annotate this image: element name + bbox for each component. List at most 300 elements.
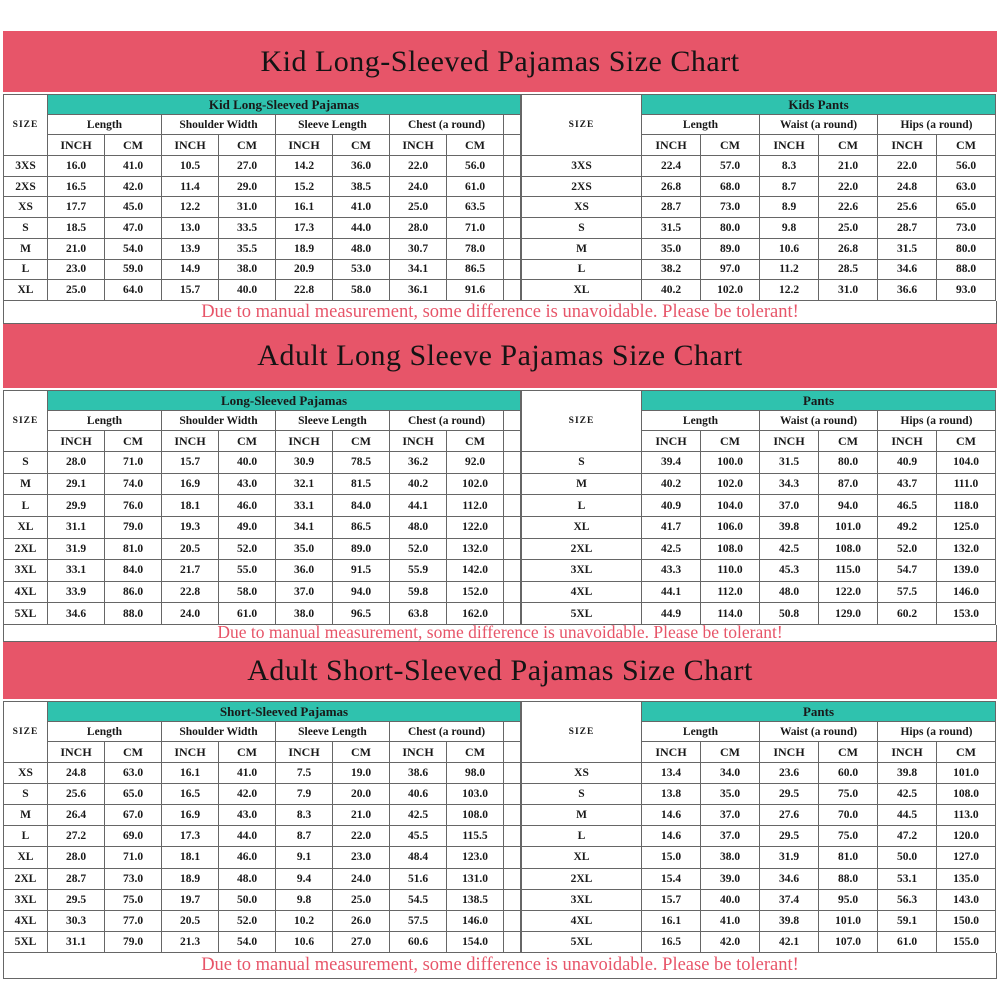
value-cell: 114.0 bbox=[701, 603, 760, 625]
value-cell: 29.9 bbox=[48, 495, 105, 517]
measure-header-row bbox=[4, 115, 521, 135]
value-cell: 87.0 bbox=[819, 473, 878, 495]
value-cell: 22.0 bbox=[333, 826, 390, 847]
value-cell: 112.0 bbox=[701, 581, 760, 603]
size-cell: S bbox=[522, 218, 642, 239]
filler-cell bbox=[504, 495, 521, 517]
size-row bbox=[522, 868, 996, 889]
value-cell: 112.0 bbox=[447, 495, 504, 517]
value-cell: 98.0 bbox=[447, 763, 504, 784]
value-cell: 48.0 bbox=[219, 868, 276, 889]
group-header-row bbox=[4, 95, 521, 115]
unit-header: INCH bbox=[162, 431, 219, 452]
value-cell: 25.0 bbox=[48, 280, 105, 301]
value-cell: 25.6 bbox=[878, 197, 937, 218]
value-cell: 10.6 bbox=[276, 931, 333, 952]
value-cell: 120.0 bbox=[937, 826, 996, 847]
value-cell: 21.7 bbox=[162, 560, 219, 582]
section-title-band bbox=[3, 324, 997, 388]
value-cell: 54.0 bbox=[105, 238, 162, 259]
value-cell: 44.1 bbox=[642, 581, 701, 603]
filler-cell bbox=[504, 889, 521, 910]
value-cell: 96.5 bbox=[333, 603, 390, 625]
value-cell: 71.0 bbox=[447, 218, 504, 239]
size-cell: M bbox=[522, 805, 642, 826]
size-row bbox=[522, 560, 996, 582]
value-cell: 49.2 bbox=[878, 516, 937, 538]
value-cell: 55.9 bbox=[390, 560, 447, 582]
value-cell: 10.6 bbox=[760, 238, 819, 259]
table-group-header: Pants bbox=[642, 391, 996, 411]
value-cell: 73.0 bbox=[701, 197, 760, 218]
value-cell: 46.0 bbox=[219, 495, 276, 517]
pants-size-table bbox=[521, 390, 996, 625]
measure-header: Waist (a round) bbox=[760, 722, 878, 742]
value-cell: 14.6 bbox=[642, 805, 701, 826]
value-cell: 36.6 bbox=[878, 280, 937, 301]
size-cell: L bbox=[522, 826, 642, 847]
filler-cell bbox=[504, 452, 521, 474]
value-cell: 81.0 bbox=[819, 847, 878, 868]
value-cell: 71.0 bbox=[105, 452, 162, 474]
size-row bbox=[522, 826, 996, 847]
value-cell: 65.0 bbox=[105, 784, 162, 805]
value-cell: 75.0 bbox=[819, 826, 878, 847]
value-cell: 26.8 bbox=[642, 176, 701, 197]
size-row bbox=[522, 931, 996, 952]
value-cell: 45.0 bbox=[105, 197, 162, 218]
value-cell: 24.8 bbox=[878, 176, 937, 197]
value-cell: 89.0 bbox=[701, 238, 760, 259]
value-cell: 29.1 bbox=[48, 473, 105, 495]
value-cell: 103.0 bbox=[447, 784, 504, 805]
filler-cell bbox=[504, 742, 521, 763]
value-cell: 102.0 bbox=[701, 473, 760, 495]
value-cell: 21.0 bbox=[48, 238, 105, 259]
value-cell: 101.0 bbox=[819, 516, 878, 538]
size-cell: 3XL bbox=[522, 560, 642, 582]
unit-header: CM bbox=[219, 742, 276, 763]
unit-header: INCH bbox=[642, 431, 701, 452]
size-row bbox=[522, 238, 996, 259]
value-cell: 23.0 bbox=[333, 847, 390, 868]
value-cell: 15.7 bbox=[642, 889, 701, 910]
value-cell: 36.0 bbox=[276, 560, 333, 582]
size-column-header: SIZE bbox=[522, 391, 642, 452]
value-cell: 9.8 bbox=[760, 218, 819, 239]
value-cell: 48.0 bbox=[390, 516, 447, 538]
value-cell: 7.5 bbox=[276, 763, 333, 784]
size-cell: M bbox=[4, 473, 48, 495]
value-cell: 59.0 bbox=[105, 259, 162, 280]
value-cell: 81.0 bbox=[105, 538, 162, 560]
size-tables-row bbox=[3, 94, 997, 301]
value-cell: 34.3 bbox=[760, 473, 819, 495]
unit-header: INCH bbox=[276, 135, 333, 156]
size-row bbox=[522, 176, 996, 197]
size-row bbox=[4, 473, 521, 495]
filler-cell bbox=[504, 516, 521, 538]
filler-cell bbox=[504, 411, 521, 431]
value-cell: 35.0 bbox=[701, 784, 760, 805]
value-cell: 37.0 bbox=[276, 581, 333, 603]
unit-header: CM bbox=[219, 431, 276, 452]
value-cell: 91.5 bbox=[333, 560, 390, 582]
unit-header: CM bbox=[819, 135, 878, 156]
size-row bbox=[4, 581, 521, 603]
size-cell: S bbox=[522, 452, 642, 474]
unit-header: CM bbox=[701, 431, 760, 452]
value-cell: 46.5 bbox=[878, 495, 937, 517]
unit-header: CM bbox=[219, 135, 276, 156]
value-cell: 29.0 bbox=[219, 176, 276, 197]
size-cell: XS bbox=[522, 763, 642, 784]
value-cell: 115.5 bbox=[447, 826, 504, 847]
value-cell: 15.4 bbox=[642, 868, 701, 889]
value-cell: 20.0 bbox=[333, 784, 390, 805]
value-cell: 9.8 bbox=[276, 889, 333, 910]
value-cell: 42.0 bbox=[701, 931, 760, 952]
unit-header: INCH bbox=[642, 135, 701, 156]
filler-cell bbox=[504, 826, 521, 847]
filler-cell bbox=[504, 560, 521, 582]
value-cell: 21.0 bbox=[333, 805, 390, 826]
size-row bbox=[4, 805, 521, 826]
value-cell: 122.0 bbox=[447, 516, 504, 538]
measure-header: Sleeve Length bbox=[276, 115, 390, 135]
filler-cell bbox=[504, 581, 521, 603]
group-header-row bbox=[4, 702, 521, 722]
value-cell: 70.0 bbox=[819, 805, 878, 826]
size-row bbox=[522, 805, 996, 826]
value-cell: 28.7 bbox=[642, 197, 701, 218]
section-title: Adult Short-Sleeved Pajamas Size Chart bbox=[247, 653, 753, 687]
value-cell: 138.5 bbox=[447, 889, 504, 910]
measure-header: Chest (a round) bbox=[390, 411, 504, 431]
value-cell: 49.0 bbox=[219, 516, 276, 538]
size-cell: S bbox=[4, 452, 48, 474]
size-cell: L bbox=[4, 259, 48, 280]
value-cell: 94.0 bbox=[819, 495, 878, 517]
value-cell: 14.6 bbox=[642, 826, 701, 847]
size-chart-section bbox=[3, 31, 997, 324]
unit-header: CM bbox=[105, 431, 162, 452]
size-row bbox=[522, 603, 996, 625]
size-row bbox=[522, 847, 996, 868]
value-cell: 150.0 bbox=[937, 910, 996, 931]
value-cell: 9.4 bbox=[276, 868, 333, 889]
size-cell: M bbox=[522, 473, 642, 495]
filler-cell bbox=[504, 784, 521, 805]
unit-header: CM bbox=[105, 742, 162, 763]
value-cell: 97.0 bbox=[701, 259, 760, 280]
unit-header: CM bbox=[937, 135, 996, 156]
measure-header-row bbox=[4, 722, 521, 742]
value-cell: 59.8 bbox=[390, 581, 447, 603]
value-cell: 78.0 bbox=[447, 238, 504, 259]
value-cell: 31.1 bbox=[48, 931, 105, 952]
value-cell: 33.1 bbox=[276, 495, 333, 517]
value-cell: 56.0 bbox=[937, 156, 996, 177]
value-cell: 63.0 bbox=[937, 176, 996, 197]
value-cell: 31.0 bbox=[819, 280, 878, 301]
value-cell: 16.9 bbox=[162, 805, 219, 826]
size-cell: XL bbox=[4, 516, 48, 538]
size-cell: M bbox=[4, 805, 48, 826]
filler-cell bbox=[504, 238, 521, 259]
size-cell: 3XL bbox=[4, 889, 48, 910]
unit-header: INCH bbox=[878, 431, 937, 452]
unit-header: INCH bbox=[48, 135, 105, 156]
filler-cell bbox=[504, 280, 521, 301]
size-tables-row bbox=[3, 701, 997, 953]
unit-header: INCH bbox=[642, 742, 701, 763]
measure-header-row bbox=[4, 411, 521, 431]
unit-header: CM bbox=[701, 135, 760, 156]
value-cell: 40.9 bbox=[642, 495, 701, 517]
filler-cell bbox=[504, 431, 521, 452]
size-row bbox=[4, 847, 521, 868]
table-group-header: Pants bbox=[642, 702, 996, 722]
measure-header: Length bbox=[48, 115, 162, 135]
size-tables-row bbox=[3, 390, 997, 625]
value-cell: 36.2 bbox=[390, 452, 447, 474]
value-cell: 44.9 bbox=[642, 603, 701, 625]
size-cell: 3XS bbox=[522, 156, 642, 177]
value-cell: 65.0 bbox=[937, 197, 996, 218]
value-cell: 38.0 bbox=[701, 847, 760, 868]
value-cell: 131.0 bbox=[447, 868, 504, 889]
value-cell: 84.0 bbox=[105, 560, 162, 582]
value-cell: 104.0 bbox=[937, 452, 996, 474]
value-cell: 50.0 bbox=[878, 847, 937, 868]
unit-header-row bbox=[4, 742, 521, 763]
value-cell: 16.1 bbox=[162, 763, 219, 784]
value-cell: 37.0 bbox=[701, 805, 760, 826]
value-cell: 111.0 bbox=[937, 473, 996, 495]
size-row bbox=[522, 156, 996, 177]
filler-cell bbox=[504, 135, 521, 156]
value-cell: 38.2 bbox=[642, 259, 701, 280]
value-cell: 42.5 bbox=[760, 538, 819, 560]
section-title: Adult Long Sleeve Pajamas Size Chart bbox=[257, 339, 743, 372]
value-cell: 57.0 bbox=[701, 156, 760, 177]
value-cell: 22.0 bbox=[878, 156, 937, 177]
unit-header: CM bbox=[701, 742, 760, 763]
value-cell: 35.5 bbox=[219, 238, 276, 259]
section-title-band bbox=[3, 642, 997, 699]
pants-size-table bbox=[521, 94, 996, 301]
unit-header: INCH bbox=[760, 742, 819, 763]
value-cell: 108.0 bbox=[447, 805, 504, 826]
disclaimer-text: Due to manual measurement, some difference is unavoidable. Please be tolerant! bbox=[3, 953, 997, 979]
filler-cell bbox=[504, 847, 521, 868]
size-cell: XL bbox=[522, 516, 642, 538]
value-cell: 15.7 bbox=[162, 280, 219, 301]
value-cell: 52.0 bbox=[219, 538, 276, 560]
value-cell: 40.2 bbox=[390, 473, 447, 495]
value-cell: 24.0 bbox=[333, 868, 390, 889]
unit-header: INCH bbox=[390, 135, 447, 156]
value-cell: 129.0 bbox=[819, 603, 878, 625]
size-row bbox=[522, 889, 996, 910]
measure-header: Chest (a round) bbox=[390, 115, 504, 135]
value-cell: 73.0 bbox=[937, 218, 996, 239]
value-cell: 14.9 bbox=[162, 259, 219, 280]
value-cell: 132.0 bbox=[447, 538, 504, 560]
size-row bbox=[522, 280, 996, 301]
value-cell: 75.0 bbox=[105, 889, 162, 910]
value-cell: 104.0 bbox=[701, 495, 760, 517]
group-header-row bbox=[4, 391, 521, 411]
value-cell: 22.0 bbox=[390, 156, 447, 177]
unit-header: CM bbox=[333, 431, 390, 452]
table-group-header: Long-Sleeved Pajamas bbox=[48, 391, 521, 411]
value-cell: 56.0 bbox=[447, 156, 504, 177]
value-cell: 13.9 bbox=[162, 238, 219, 259]
unit-header: CM bbox=[447, 742, 504, 763]
size-row bbox=[4, 259, 521, 280]
value-cell: 33.1 bbox=[48, 560, 105, 582]
value-cell: 61.0 bbox=[447, 176, 504, 197]
value-cell: 101.0 bbox=[937, 763, 996, 784]
measure-header: Hips (a round) bbox=[878, 722, 996, 742]
group-header-row bbox=[522, 391, 996, 411]
value-cell: 8.9 bbox=[760, 197, 819, 218]
value-cell: 19.0 bbox=[333, 763, 390, 784]
unit-header: CM bbox=[937, 742, 996, 763]
value-cell: 15.0 bbox=[642, 847, 701, 868]
value-cell: 142.0 bbox=[447, 560, 504, 582]
size-chart-section bbox=[3, 324, 997, 642]
size-row bbox=[4, 238, 521, 259]
value-cell: 76.0 bbox=[105, 495, 162, 517]
size-cell: 5XL bbox=[4, 603, 48, 625]
value-cell: 16.5 bbox=[162, 784, 219, 805]
value-cell: 29.5 bbox=[760, 826, 819, 847]
size-column-header: SIZE bbox=[4, 391, 48, 452]
filler-cell bbox=[504, 197, 521, 218]
table-group-header: Kid Long-Sleeved Pajamas bbox=[48, 95, 521, 115]
value-cell: 17.3 bbox=[276, 218, 333, 239]
size-row bbox=[522, 581, 996, 603]
value-cell: 48.4 bbox=[390, 847, 447, 868]
value-cell: 118.0 bbox=[937, 495, 996, 517]
value-cell: 44.1 bbox=[390, 495, 447, 517]
measure-header: Chest (a round) bbox=[390, 722, 504, 742]
value-cell: 60.0 bbox=[819, 763, 878, 784]
size-cell: XL bbox=[4, 280, 48, 301]
value-cell: 33.9 bbox=[48, 581, 105, 603]
value-cell: 38.6 bbox=[390, 763, 447, 784]
size-row bbox=[522, 516, 996, 538]
measure-header: Hips (a round) bbox=[878, 411, 996, 431]
value-cell: 50.0 bbox=[219, 889, 276, 910]
value-cell: 41.0 bbox=[333, 197, 390, 218]
size-row bbox=[522, 910, 996, 931]
measure-header: Sleeve Length bbox=[276, 411, 390, 431]
value-cell: 123.0 bbox=[447, 847, 504, 868]
value-cell: 26.4 bbox=[48, 805, 105, 826]
value-cell: 75.0 bbox=[819, 784, 878, 805]
value-cell: 125.0 bbox=[937, 516, 996, 538]
measure-header: Shoulder Width bbox=[162, 411, 276, 431]
size-row bbox=[4, 560, 521, 582]
unit-header: INCH bbox=[162, 742, 219, 763]
size-cell: XL bbox=[4, 847, 48, 868]
value-cell: 64.0 bbox=[105, 280, 162, 301]
value-cell: 39.8 bbox=[878, 763, 937, 784]
pajamas-size-table bbox=[3, 390, 521, 625]
value-cell: 61.0 bbox=[878, 931, 937, 952]
size-cell: 4XL bbox=[4, 581, 48, 603]
size-cell: XL bbox=[522, 847, 642, 868]
value-cell: 29.5 bbox=[48, 889, 105, 910]
value-cell: 53.1 bbox=[878, 868, 937, 889]
value-cell: 48.0 bbox=[333, 238, 390, 259]
value-cell: 18.1 bbox=[162, 847, 219, 868]
unit-header: INCH bbox=[878, 742, 937, 763]
unit-header: INCH bbox=[48, 742, 105, 763]
size-cell: M bbox=[522, 238, 642, 259]
unit-header: CM bbox=[819, 431, 878, 452]
value-cell: 16.5 bbox=[48, 176, 105, 197]
value-cell: 31.0 bbox=[219, 197, 276, 218]
size-row bbox=[522, 452, 996, 474]
value-cell: 8.7 bbox=[276, 826, 333, 847]
section-title: Kid Long-Sleeved Pajamas Size Chart bbox=[260, 44, 740, 78]
unit-header: INCH bbox=[390, 431, 447, 452]
value-cell: 57.5 bbox=[878, 581, 937, 603]
size-cell: XL bbox=[522, 280, 642, 301]
unit-header: CM bbox=[333, 742, 390, 763]
value-cell: 25.6 bbox=[48, 784, 105, 805]
value-cell: 46.0 bbox=[219, 847, 276, 868]
size-row bbox=[4, 889, 521, 910]
unit-header: INCH bbox=[162, 135, 219, 156]
size-cell: 3XS bbox=[4, 156, 48, 177]
value-cell: 10.2 bbox=[276, 910, 333, 931]
disclaimer-text: Due to manual measurement, some difference is unavoidable. Please be tolerant! bbox=[3, 625, 997, 642]
value-cell: 155.0 bbox=[937, 931, 996, 952]
measure-header: Length bbox=[642, 722, 760, 742]
size-cell: 3XL bbox=[4, 560, 48, 582]
value-cell: 61.0 bbox=[219, 603, 276, 625]
value-cell: 27.0 bbox=[219, 156, 276, 177]
value-cell: 110.0 bbox=[701, 560, 760, 582]
value-cell: 19.3 bbox=[162, 516, 219, 538]
group-header-row bbox=[522, 702, 996, 722]
value-cell: 20.5 bbox=[162, 538, 219, 560]
value-cell: 21.0 bbox=[819, 156, 878, 177]
value-cell: 153.0 bbox=[937, 603, 996, 625]
value-cell: 63.5 bbox=[447, 197, 504, 218]
value-cell: 63.8 bbox=[390, 603, 447, 625]
size-cell: 2XL bbox=[522, 538, 642, 560]
value-cell: 132.0 bbox=[937, 538, 996, 560]
size-row bbox=[4, 910, 521, 931]
value-cell: 100.0 bbox=[701, 452, 760, 474]
size-row bbox=[4, 538, 521, 560]
size-row bbox=[522, 218, 996, 239]
unit-header: INCH bbox=[276, 742, 333, 763]
size-cell: S bbox=[522, 784, 642, 805]
value-cell: 84.0 bbox=[333, 495, 390, 517]
value-cell: 135.0 bbox=[937, 868, 996, 889]
value-cell: 93.0 bbox=[937, 280, 996, 301]
value-cell: 56.3 bbox=[878, 889, 937, 910]
value-cell: 12.2 bbox=[760, 280, 819, 301]
